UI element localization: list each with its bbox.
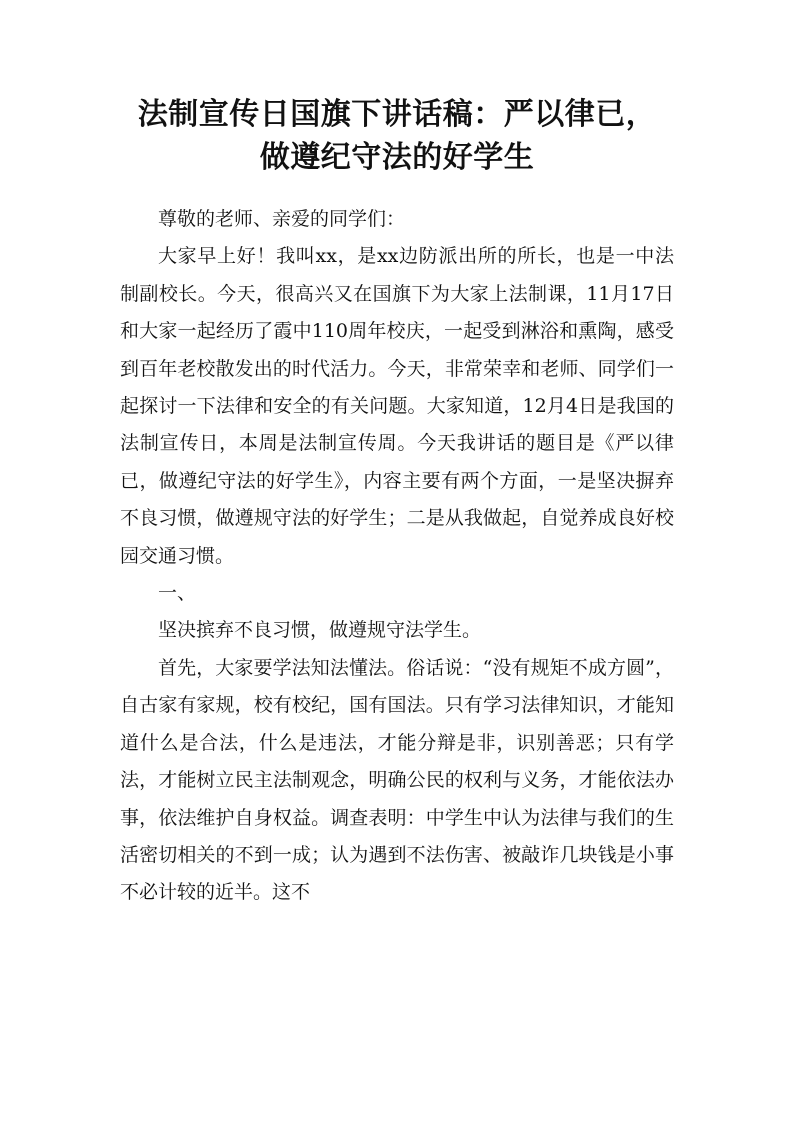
document-title	[120, 93, 674, 179]
body-paragraph: 首先，大家要学法知法懂法。俗话说：“没有规矩不成方圆”，自古家有家规，校有校纪，国有国法。只有学习法律知识，才能知道什么是合法，什么是违法，才能分辩是非，识别善恶；只有学法，才能树立民主法制观念，明确公民的权利与义务，才能依法办事，依法维护自身权益。调查表明：中学生中认为法律与我们的生活密切相关的不到一成；认为遇到不法伤害、被敲诈几块钱是小事不必计较的近半。这不	[120, 656, 674, 904]
intro-paragraph: 大家早上好！我叫xx，是xx边防派出所的所长，也是一中法制副校长。今天，很高兴又在国旗下为大家上法制课，11月17日和大家一起经历了霞中110周年校庆，一起受到淋浴和熏陶，感受到百年老校散发出的时代活力。今天，非常荣幸和老师、同学们一起探讨一下法律和安全的有关问题。大家知道，12月4日是我国的法制宣传日，本周是法制宣传周。今天我讲话的题目是《严以律已，做遵纪守法的好学生》，内容主要有两个方面，一是坚决摒弃不良习惯，做遵规守法的好学生；二是从我做起，自觉养成良好校园交通习惯。	[120, 245, 674, 567]
title-line-1: 法制宣传日国旗下讲话稿：严以律已，	[137, 97, 657, 132]
section-number: 一、	[158, 582, 197, 605]
title-line-2: 做遵纪守法的好学生	[259, 140, 535, 175]
document-body	[120, 201, 674, 912]
salutation-paragraph: 尊敬的老师、亲爱的同学们：	[158, 208, 406, 230]
section-heading: 坚决摈弃不良习惯，做遵规守法学生。	[158, 619, 482, 642]
